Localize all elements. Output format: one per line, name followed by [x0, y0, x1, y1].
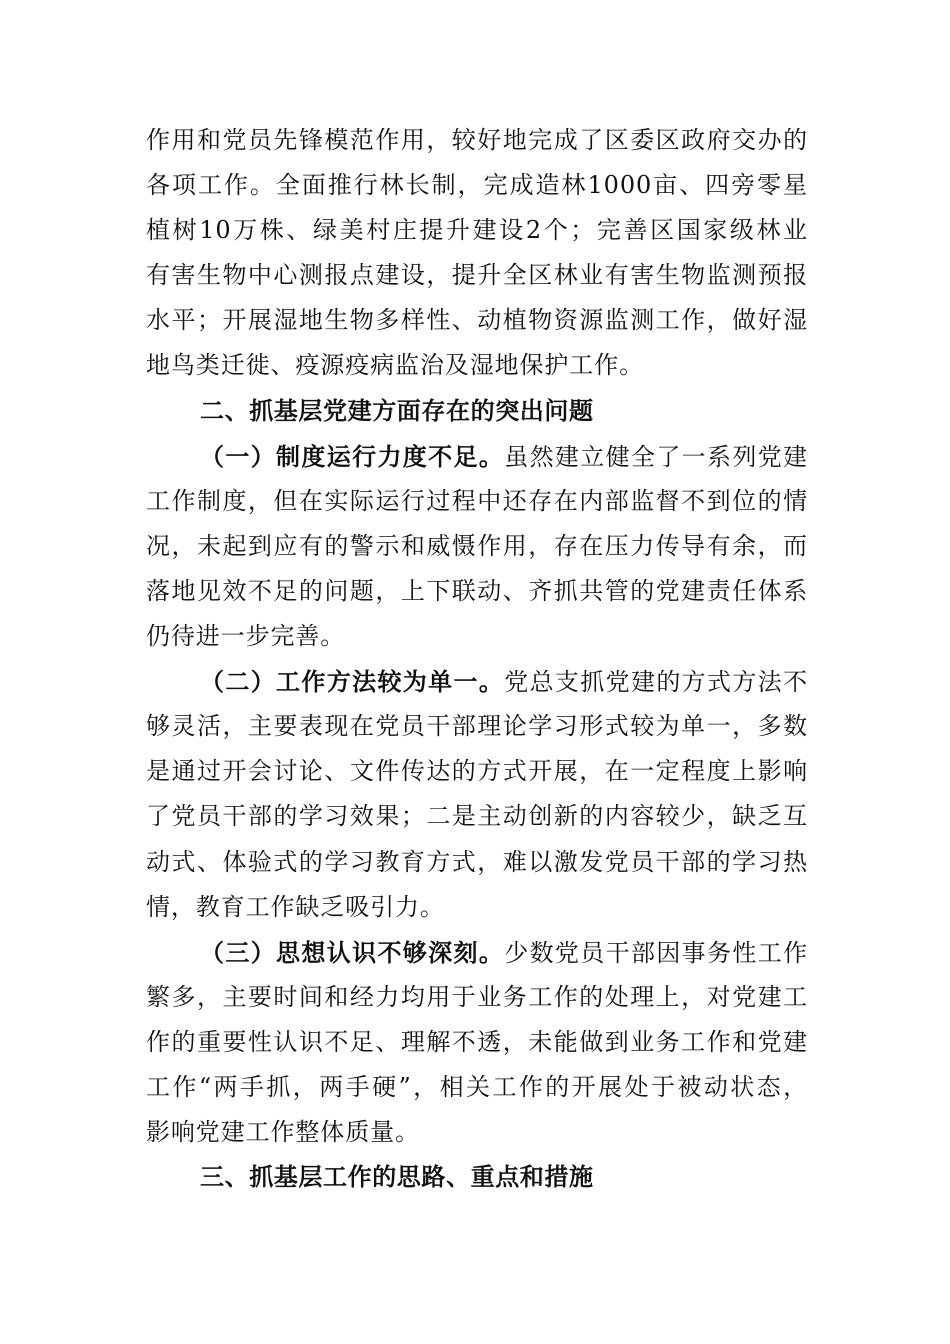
text-line	[146, 434, 808, 479]
text-line: 够灵活，主要表现在党员干部理论学习形式较为单一，多数	[146, 712, 808, 741]
text-run: 党总支抓党建的方式方法不	[504, 668, 808, 697]
text-run: 虽然建立健全了一系列党建	[504, 442, 808, 471]
paragraph-system-operation	[146, 434, 808, 659]
text-line: 况，未起到应有的警示和威慑作用，存在压力传导有余，而	[146, 531, 808, 560]
section-heading-problems: 二、抓基层党建方面存在的突出问题	[200, 396, 594, 425]
text-line: 工作制度，但在实际运行过程中还存在内部监督不到位的情	[146, 486, 808, 515]
document-body	[146, 118, 808, 1200]
text-line: 影响党建工作整体质量。	[146, 1118, 420, 1147]
text-line: 是通过开会讨论、文件传达的方式开展，在一定程度上影响	[146, 757, 808, 786]
text-line: 植树10万株、绿美村庄提升建设2个；完善区国家级林业	[146, 216, 808, 245]
text-line: 作的重要性认识不足、理解不透，未能做到业务工作和党建	[146, 1027, 808, 1056]
text-line: 落地见效不足的问题，上下联动、齐抓共管的党建责任体系	[146, 576, 808, 605]
paragraph-ideological-awareness	[146, 930, 808, 1155]
text-line: 工作“两手抓，两手硬”，相关工作的开展处于被动状态，	[146, 1072, 808, 1101]
text-line: 各项工作。全面推行林长制，完成造林1000亩、四旁零星	[146, 171, 808, 200]
text-line: 仍待进一步完善。	[146, 622, 346, 651]
text-line: 情，教育工作缺乏吸引力。	[146, 892, 445, 921]
paragraph-forestry-work	[146, 118, 808, 389]
text-line	[146, 659, 808, 704]
paragraph-work-methods	[146, 659, 808, 930]
text-line: 水平；开展湿地生物多样性、动植物资源监测工作，做好湿	[146, 306, 808, 335]
subheading-system-operation: （一）制度运行力度不足。	[200, 441, 505, 471]
section-heading-measures: 三、抓基层工作的思路、重点和措施	[200, 1163, 594, 1192]
text-line	[146, 930, 808, 975]
text-line: 了党员干部的学习效果；二是主动创新的内容较少，缺乏互	[146, 802, 808, 831]
subheading-ideological-awareness: （三）思想认识不够深刻。	[200, 937, 505, 967]
subheading-work-methods: （二）工作方法较为单一。	[200, 667, 505, 697]
text-line: 地鸟类迁徙、疫源疫病监治及湿地保护工作。	[146, 351, 644, 380]
text-line: 动式、体验式的学习教育方式，难以激发党员干部的学习热	[146, 847, 808, 876]
text-line: 繁多，主要时间和经力均用于业务工作的处理上，对党建工	[146, 982, 808, 1011]
text-line: 作用和党员先锋模范作用，较好地完成了区委区政府交办的	[146, 126, 808, 154]
text-line: 有害生物中心测报点建设，提升全区林业有害生物监测预报	[146, 261, 808, 290]
text-run: 少数党员干部因事务性工作	[504, 938, 808, 967]
